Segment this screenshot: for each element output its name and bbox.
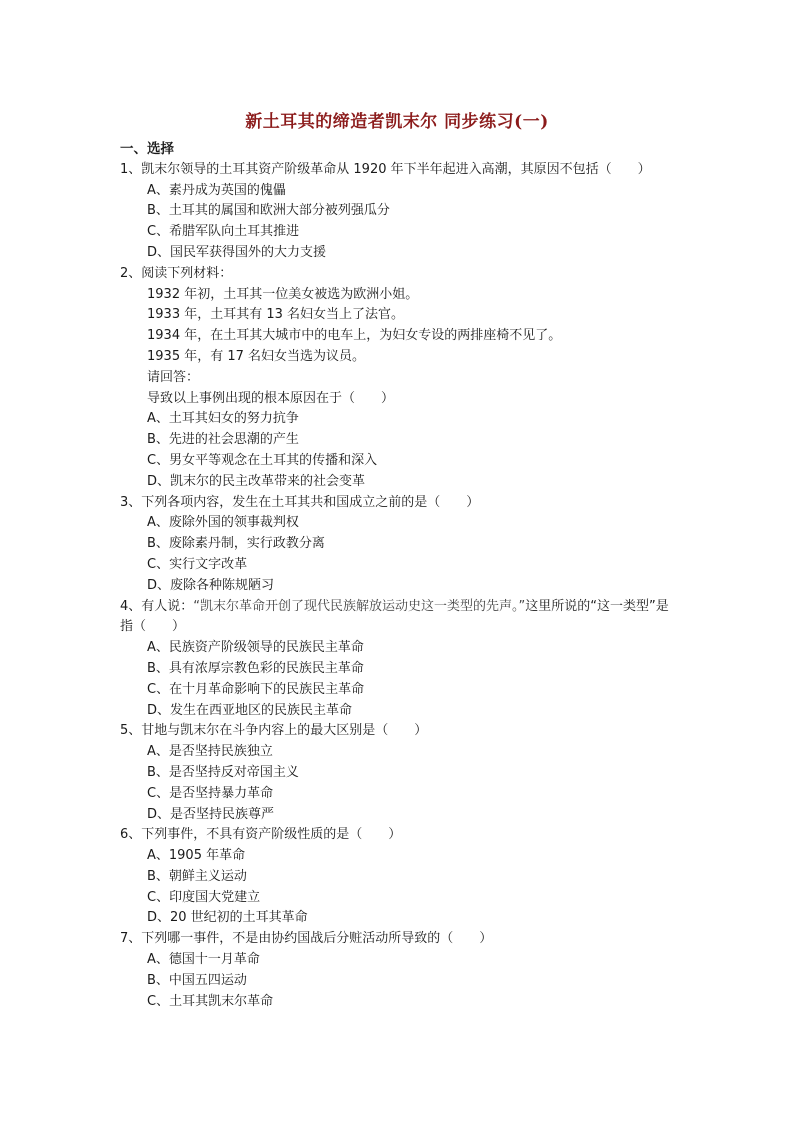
option-b: B、中国五四运动 — [147, 972, 247, 988]
option-b: B、是否坚持反对帝国主义 — [147, 764, 299, 780]
material-line: 1933 年，土耳其有 13 名妇女当上了法官。 — [147, 307, 405, 323]
option-d: D、发生在西亚地区的民族民主革命 — [147, 702, 353, 718]
question-1 — [120, 160, 680, 264]
question-6 — [120, 825, 680, 929]
option-d: D、废除各种陈规陋习 — [147, 577, 275, 593]
option-a: A、土耳其妇女的努力抗争 — [147, 411, 299, 427]
exercise-content — [120, 139, 680, 1012]
prompt-line: 请回答： — [147, 369, 200, 385]
option-b: B、具有浓厚宗教色彩的民族民主革命 — [147, 660, 364, 676]
option-c: C、是否坚持暴力革命 — [147, 785, 274, 801]
option-d: D、国民军获得国外的大力支援 — [147, 244, 327, 260]
option-c: C、土耳其凯末尔革命 — [147, 993, 274, 1009]
stem-quote: “凯末尔革命开创了现代民族解放运动史这一类型的先声。” — [193, 598, 526, 614]
option-a: A、民族资产阶级领导的民族民主革命 — [147, 640, 364, 656]
question-7 — [120, 929, 680, 1012]
question-stem: 3、下列各项内容，发生在土耳其共和国成立之前的是（ ） — [120, 494, 480, 510]
option-a: A、废除外国的领事裁判权 — [147, 515, 299, 531]
option-a: A、是否坚持民族独立 — [147, 744, 273, 760]
option-a: A、1905 年革命 — [147, 848, 246, 864]
section-heading: 一、选择 — [120, 141, 174, 157]
material-line: 1932 年初，土耳其一位美女被选为欧洲小姐。 — [147, 286, 419, 302]
question-5 — [120, 721, 680, 825]
option-c: C、在十月革命影响下的民族民主革命 — [147, 681, 365, 697]
material-line: 1934 年，在土耳其大城市中的电车上，为妇女专设的两排座椅不见了。 — [147, 328, 562, 344]
question-stem: 6、下列事件，不具有资产阶级性质的是（ ） — [120, 827, 402, 843]
option-b: B、土耳其的属国和欧洲大部分被列强瓜分 — [147, 203, 390, 219]
material-line: 1935 年，有 17 名妇女当选为议员。 — [147, 348, 366, 364]
question-2 — [120, 264, 680, 493]
option-c: C、希腊军队向土耳其推进 — [147, 224, 300, 240]
question-stem: 2、阅读下列材料： — [120, 265, 233, 281]
option-b: B、朝鲜主义运动 — [147, 868, 247, 884]
question-stem: 1、凯末尔领导的土耳其资产阶级革命从 1920 年下半年起进入高潮，其原因不包括（ ） — [120, 161, 651, 177]
option-d: D、凯末尔的民主改革带来的社会变革 — [147, 473, 366, 489]
option-d: D、20 世纪初的土耳其革命 — [147, 910, 308, 926]
option-a: A、素丹成为英国的傀儡 — [147, 182, 286, 198]
page-title: 新土耳其的缔造者凯末尔 同步练习(一) — [245, 112, 549, 132]
option-a: A、德国十一月革命 — [147, 952, 260, 968]
question-stem — [120, 597, 680, 639]
question-stem: 5、甘地与凯末尔在斗争内容上的最大区别是（ ） — [120, 723, 428, 739]
sub-question: 导致以上事例出现的根本原因在于（ ） — [147, 390, 395, 406]
stem-suffix: 这里所说的“这一类型”是指（ ） — [120, 598, 669, 635]
question-3 — [120, 493, 680, 597]
option-c: C、印度国大党建立 — [147, 889, 261, 905]
option-c: C、男女平等观念在土耳其的传播和深入 — [147, 452, 378, 468]
option-d: D、是否坚持民族尊严 — [147, 806, 275, 822]
option-b: B、先进的社会思潮的产生 — [147, 432, 299, 448]
option-b: B、废除素丹制，实行政教分离 — [147, 536, 325, 552]
question-stem: 7、下列哪一事件，不是由协约国战后分赃活动所导致的（ ） — [120, 931, 493, 947]
stem-prefix: 4、有人说： — [120, 598, 194, 614]
option-c: C、实行文字改革 — [147, 556, 248, 572]
question-4 — [120, 597, 680, 722]
